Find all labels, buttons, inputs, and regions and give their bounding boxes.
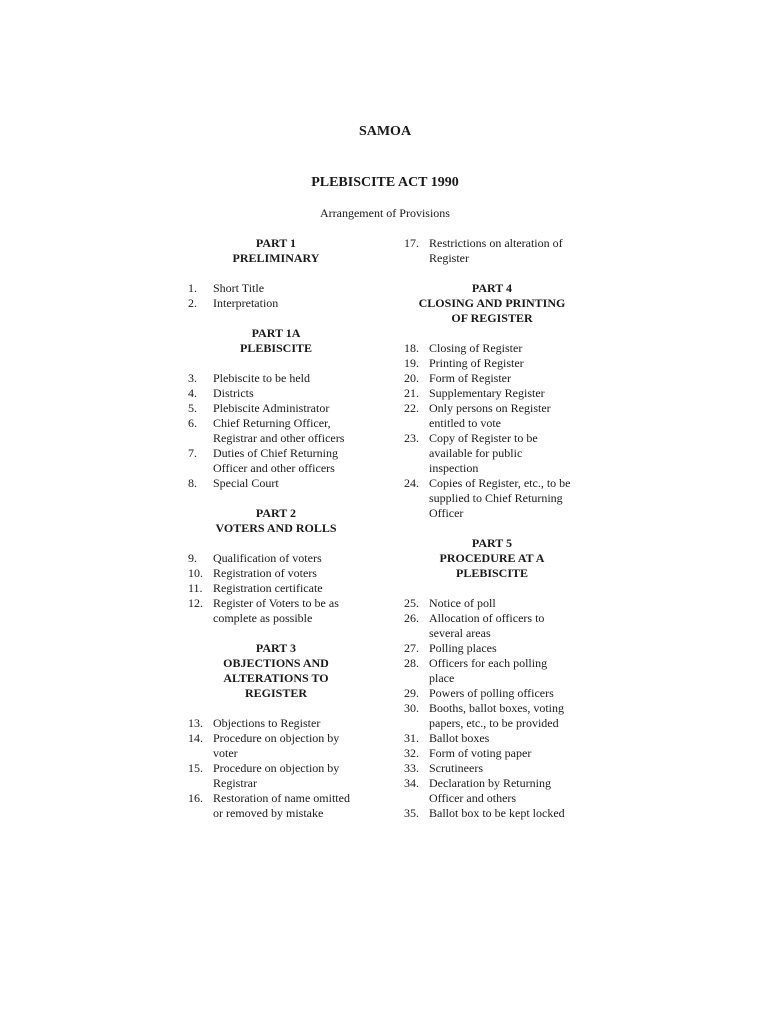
provision-number: 32. — [404, 746, 419, 760]
provision-number: 30. — [404, 701, 419, 715]
provision-number: 7. — [188, 446, 197, 460]
provision-number: 16. — [188, 791, 203, 805]
provision-item — [188, 281, 368, 296]
provision-item — [188, 761, 368, 791]
provision-number: 4. — [188, 386, 197, 400]
provision-list — [404, 341, 589, 521]
provision-title: Copies of Register, etc., to be supplied to Chief Returning Officer — [429, 476, 571, 520]
provision-title: Restrictions on alteration of Register — [429, 236, 563, 265]
provision-item — [404, 761, 589, 776]
part-heading: PART 2 VOTERS AND ROLLS — [215, 506, 337, 535]
provision-item — [188, 581, 368, 596]
provision-title: Duties of Chief Returning Officer and other officers — [213, 446, 338, 475]
provision-number: 15. — [188, 761, 203, 775]
provision-item — [188, 416, 368, 446]
provision-title: Plebiscite Administrator — [213, 401, 330, 415]
provision-title: Ballot box to be kept locked — [429, 806, 565, 820]
provision-title: Closing of Register — [429, 341, 523, 355]
country-heading: SAMOA — [358, 124, 412, 139]
provision-title: Districts — [213, 386, 254, 400]
left-column — [188, 236, 368, 836]
provision-item — [188, 371, 368, 386]
provision-number: 9. — [188, 551, 197, 565]
provision-item — [188, 791, 368, 821]
provision-list — [188, 551, 368, 626]
provision-item — [404, 776, 589, 806]
provision-number: 26. — [404, 611, 419, 625]
provision-title: Declaration by Returning Officer and others — [429, 776, 551, 805]
provision-title: Procedure on objection by voter — [213, 731, 340, 760]
provision-number: 19. — [404, 356, 419, 370]
provision-title: Objections to Register — [213, 716, 321, 730]
provision-title: Supplementary Register — [429, 386, 545, 400]
provision-number: 29. — [404, 686, 419, 700]
provision-title: Registration of voters — [213, 566, 317, 580]
provision-item — [188, 731, 368, 761]
part-heading: PART 1A PLEBISCITE — [239, 326, 313, 355]
provision-item — [404, 731, 589, 746]
provision-title: Scrutineers — [429, 761, 483, 775]
provision-number: 12. — [188, 596, 203, 610]
arrangement-subtitle: Arrangement of Provisions — [320, 206, 450, 220]
provision-item — [404, 596, 589, 611]
provision-number: 5. — [188, 401, 197, 415]
provision-title: Special Court — [213, 476, 279, 490]
provision-number: 13. — [188, 716, 203, 730]
provision-title: Register of Voters to be as complete as possible — [213, 596, 339, 625]
provision-item — [404, 341, 589, 356]
provision-number: 35. — [404, 806, 419, 820]
provision-number: 23. — [404, 431, 419, 445]
provision-item — [404, 401, 589, 431]
provision-title: Chief Returning Officer, Registrar and other officers — [213, 416, 345, 445]
provision-number: 34. — [404, 776, 419, 790]
provision-item — [188, 476, 368, 491]
provision-number: 24. — [404, 476, 419, 490]
provision-number: 28. — [404, 656, 419, 670]
provision-list — [188, 371, 368, 491]
provision-number: 1. — [188, 281, 197, 295]
provision-item — [404, 806, 589, 821]
provision-list — [188, 281, 368, 311]
provision-title: Ballot boxes — [429, 731, 490, 745]
provision-item — [404, 356, 589, 371]
provision-number: 18. — [404, 341, 419, 355]
provision-list — [404, 236, 589, 266]
provision-number: 3. — [188, 371, 197, 385]
provision-item — [404, 746, 589, 761]
provision-title: Procedure on objection by Registrar — [213, 761, 340, 790]
part-heading: PART 3 OBJECTIONS AND ALTERATIONS TO REGISTER — [223, 641, 329, 700]
provision-item — [188, 401, 368, 416]
provision-list — [404, 596, 589, 821]
provision-number: 6. — [188, 416, 197, 430]
provision-number: 27. — [404, 641, 419, 655]
provision-number: 21. — [404, 386, 419, 400]
provision-title: Polling places — [429, 641, 497, 655]
provision-number: 2. — [188, 296, 197, 310]
provision-item — [404, 386, 589, 401]
provision-item — [404, 656, 589, 686]
provision-title: Only persons on Register entitled to vote — [429, 401, 551, 430]
provision-item — [404, 611, 589, 641]
provision-number: 14. — [188, 731, 203, 745]
provision-item — [188, 566, 368, 581]
provision-title: Restoration of name omitted or removed by mistake — [213, 791, 350, 820]
provision-list — [188, 716, 368, 821]
provision-number: 22. — [404, 401, 419, 415]
provision-item — [404, 431, 589, 476]
provision-number: 33. — [404, 761, 419, 775]
provision-item — [404, 236, 589, 266]
provision-item — [188, 296, 368, 311]
part-heading: PART 4 CLOSING AND PRINTING OF REGISTER — [418, 281, 566, 325]
provision-number: 10. — [188, 566, 203, 580]
part-heading: PART 1 PRELIMINARY — [232, 236, 320, 265]
provision-title: Qualification of voters — [213, 551, 322, 565]
provision-item — [188, 716, 368, 731]
act-title: PLEBISCITE ACT 1990 — [311, 175, 459, 190]
provision-item — [188, 551, 368, 566]
provision-item — [404, 686, 589, 701]
provision-title: Form of Register — [429, 371, 511, 385]
provision-title: Interpretation — [213, 296, 279, 310]
provision-title: Form of voting paper — [429, 746, 532, 760]
provision-item — [404, 701, 589, 731]
provision-title: Booths, ballot boxes, voting papers, etc., to be provided — [429, 701, 564, 730]
provision-item — [188, 596, 368, 626]
provision-title: Powers of polling officers — [429, 686, 554, 700]
right-column — [404, 236, 589, 836]
provision-item — [404, 476, 589, 521]
provision-item — [404, 641, 589, 656]
provision-number: 8. — [188, 476, 197, 490]
provision-number: 11. — [188, 581, 203, 595]
provision-number: 20. — [404, 371, 419, 385]
provision-title: Notice of poll — [429, 596, 496, 610]
provision-title: Officers for each polling place — [429, 656, 548, 685]
provision-title: Plebiscite to be held — [213, 371, 310, 385]
provision-title: Registration certificate — [213, 581, 323, 595]
provision-title: Printing of Register — [429, 356, 524, 370]
provision-number: 17. — [404, 236, 419, 250]
provision-number: 31. — [404, 731, 419, 745]
provision-item — [188, 446, 368, 476]
provision-number: 25. — [404, 596, 419, 610]
provision-item — [188, 386, 368, 401]
provision-title: Copy of Register to be available for public inspection — [429, 431, 538, 475]
part-heading: PART 5 PROCEDURE AT A PLEBISCITE — [439, 536, 545, 580]
provision-item — [404, 371, 589, 386]
provision-title: Short Title — [213, 281, 265, 295]
provision-title: Allocation of officers to several areas — [429, 611, 545, 640]
